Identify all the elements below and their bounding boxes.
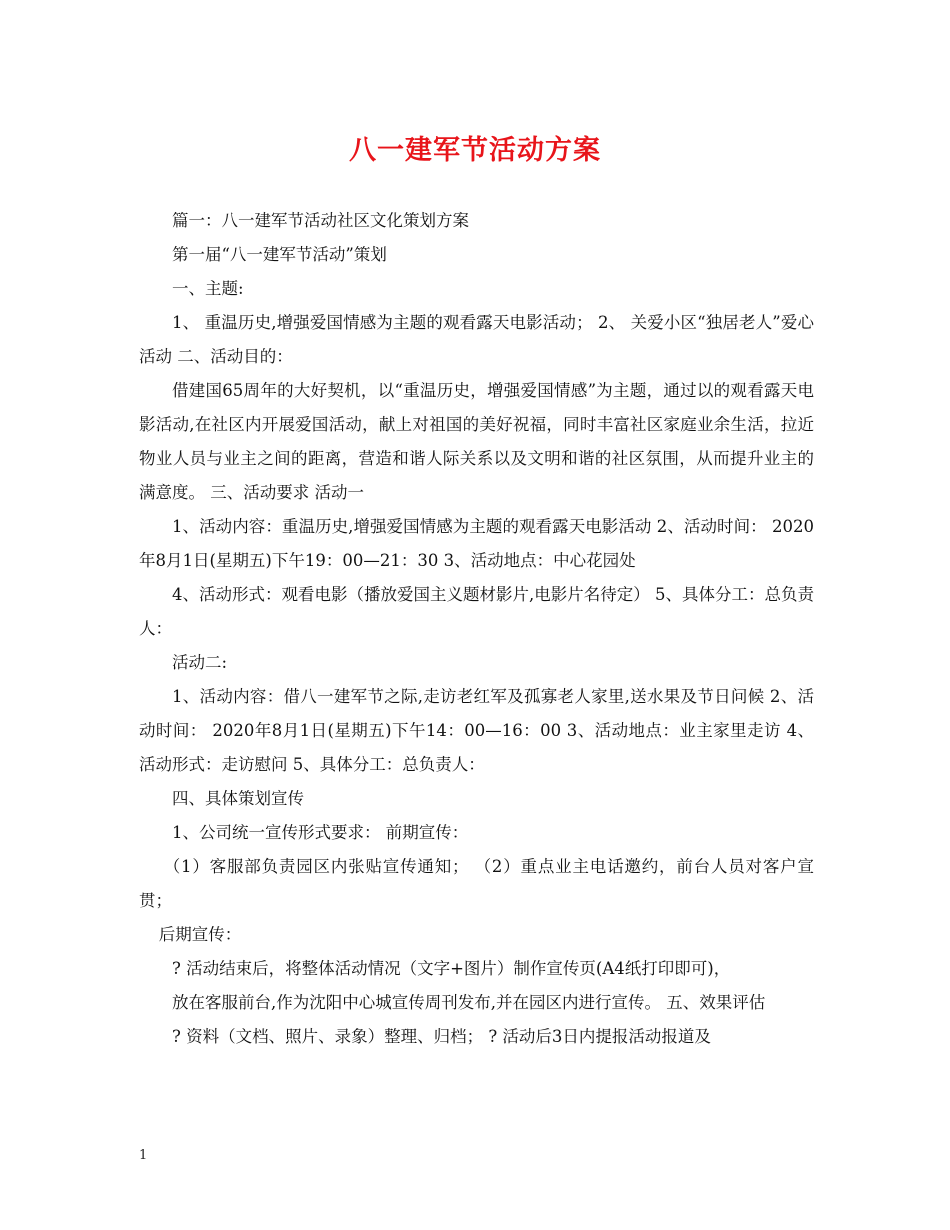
paragraph: 4、活动形式：观看电影（播放爱国主义题材影片,电影片名待定） 5、具体分工：总负责人： — [139, 585, 814, 638]
document-body — [139, 204, 814, 1054]
paragraph: 四、具体策划宣传 — [172, 789, 304, 808]
paragraph: 活动二: — [172, 653, 228, 672]
paragraph: ? 活动结束后，将整体活动情况（文字+图片）制作宣传页(A4纸打印即可)， — [172, 959, 731, 978]
page-number: 1 — [139, 1148, 148, 1163]
paragraph: 放在客服前台,作为沈阳中心城宣传周刊发布,并在园区内进行宣传。 五、效果评估 — [172, 993, 766, 1012]
paragraph: ? 资料（文档、照片、录象）整理、归档； ? 活动后3日内提报活动报道及 — [172, 1027, 711, 1046]
paragraph: 1、 重温历史,增强爱国情感为主题的观看露天电影活动； 2、 关爱小区“独居老人”爱心活动 二、活动目的： — [139, 313, 814, 366]
paragraph: 1、公司统一宣传形式要求： 前期宣传： — [172, 823, 469, 842]
paragraph: 第一届“八一建军节活动”策划 — [172, 245, 387, 264]
paragraph: 借建国65周年的大好契机，以“重温历史，增强爱国情感”为主题，通过以的观看露天电影活动,在社区内开展爱国活动，献上对祖国的美好祝福，同时丰富社区家庭业余生活，拉近物业人员与业主之间的距离，营造和谐人际关系以及文明和谐的社区氛围，从而提升业主的满意度。 三、活动要求 活动一 — [139, 381, 814, 502]
paragraph: 1、活动内容：借八一建军节之际,走访老红军及孤寡老人家里,送水果及节日问候 2、活动时间： 2020年8月1日(星期五)下午14：00—16：00 3、活动地点：业主家里走访 4、活动形式：走访慰问 5、具体分工：总负责人： — [139, 687, 814, 774]
paragraph: 一、主题: — [172, 279, 244, 298]
document-title: 八一建军节活动方案 — [349, 135, 601, 166]
paragraph: 1、活动内容：重温历史,增强爱国情感为主题的观看露天电影活动 2、活动时间： 2020年8月1日(星期五)下午19：00—21：30 3、活动地点：中心花园处 — [139, 517, 814, 570]
paragraph: （1）客服部负责园区内张贴宣传通知； （2）重点业主电话邀约，前台人员对客户宣贯； — [139, 857, 814, 910]
paragraph: 篇一：八一建军节活动社区文化策划方案 — [172, 211, 469, 230]
paragraph: 后期宣传： — [158, 925, 242, 944]
